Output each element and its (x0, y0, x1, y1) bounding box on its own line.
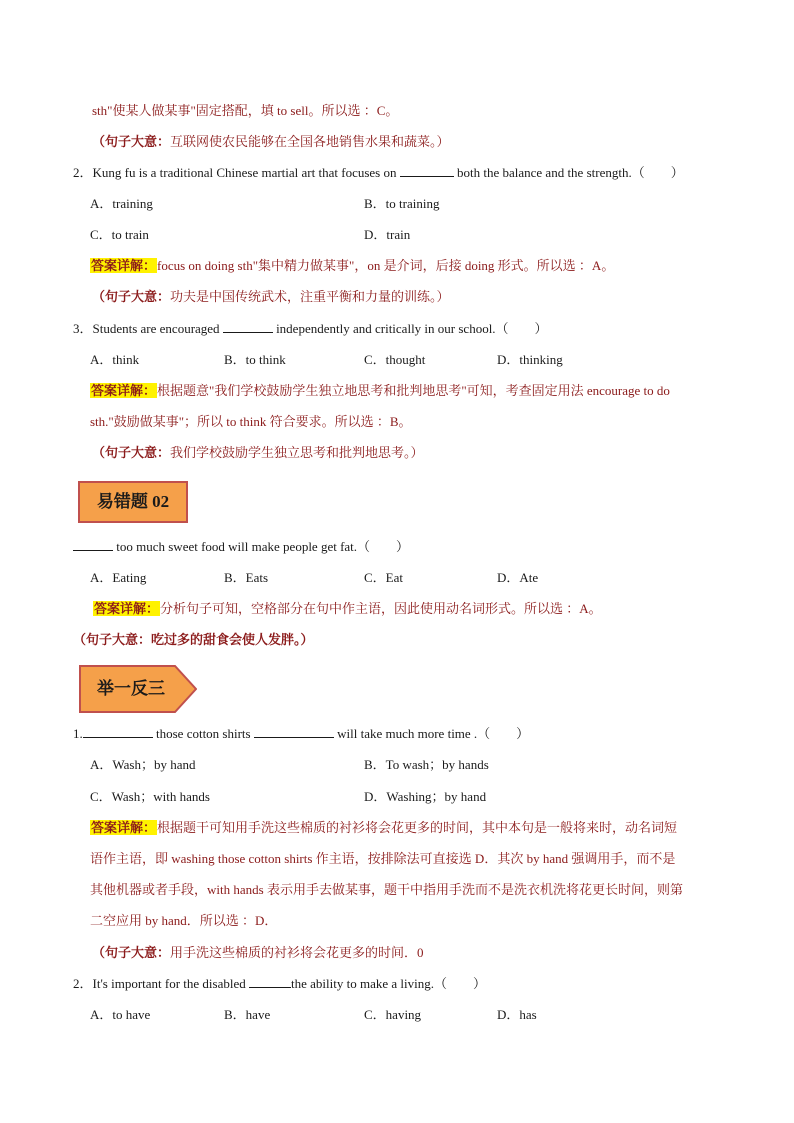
section-badge-label: 举一反三 (97, 679, 165, 698)
meaning-text: 互联网使农民能够在全国各地销售水果和蔬菜。） (170, 134, 450, 149)
q3-option-d: D．thinking (497, 352, 563, 367)
q2-meaning: （句子大意：功夫是中国传统武术，注重平衡和力量的训练。） (92, 289, 450, 304)
e1-meaning: （句子大意：吃过多的甜食会使人发胖。） (73, 632, 314, 647)
practice-question-1-stem: 1. those cotton shirts will take much more time .（ ） (73, 726, 530, 741)
p1-option-d: D．Washing；by hand (364, 789, 487, 804)
answer-blank-2 (254, 725, 334, 738)
p1-answer-line-1: 答案详解：根据题干可知用手洗这些棉质的衬衫将会花更多的时间，其中本句是一般将来时，动名词短 (91, 820, 678, 835)
p2-option-a: A．to have (90, 1007, 151, 1022)
practice-question-2-stem: 2．It's important for the disabled the ability to make a living.（ ） (73, 976, 486, 991)
q3-option-b: B．to think (224, 352, 286, 367)
p1-answer-line-2: 语作主语，即 washing those cotton shirts 作主语，按排除法可直接选 D．其次 by hand 强调用手，而不是 (90, 851, 676, 866)
e1-option-a: A．Eating (90, 570, 147, 585)
p2-option-b: B．have (224, 1007, 271, 1022)
question-3-stem: 3．Students are encouraged independently and critically in our school.（ ） (73, 321, 548, 336)
p2-option-c: C．having (364, 1007, 422, 1022)
meaning-label: （句子大意： (92, 134, 171, 149)
q3-option-c: C．thought (364, 352, 426, 367)
answer-label: 答案详解： (94, 601, 160, 616)
error-question-stem: too much sweet food will make people get fat.（ ） (73, 538, 409, 556)
p1-option-a: A．Wash；by hand (90, 757, 196, 772)
answer-blank (73, 538, 113, 551)
q3-answer-line-2: sth."鼓励做某事"；所以 to think 符合要求。所以选 ：B。 (90, 414, 412, 429)
q3-option-a: A．think (90, 352, 140, 367)
p1-answer-line-4: 二空应用 by hand．所以选 ：D． (90, 913, 278, 928)
p2-option-d: D．has (497, 1007, 537, 1022)
e1-option-b: B．Eats (224, 570, 269, 585)
q3-meaning: （句子大意：我们学校鼓励学生独立思考和批判地思考。） (92, 445, 424, 460)
p1-meaning: （句子大意：用手洗这些棉质的衬衫将会花更多的时间．0 (92, 945, 424, 960)
answer-label: 答案详解： (91, 258, 157, 273)
q2-option-b: B．to training (364, 196, 440, 211)
answer-blank (249, 975, 291, 988)
q2-option-d: D．train (364, 227, 411, 242)
p1-option-b: B．To wash；by hands (364, 757, 489, 772)
e1-answer: 答案详解：分析句子可知，空格部分在句中作主语，因此使用动名词形式。所以选 ：A。 (94, 601, 602, 616)
section-badge-practice (79, 665, 197, 713)
q2-option-c: C．to train (90, 227, 149, 242)
q2-answer: 答案详解：focus on doing sth"集中精力做某事"，on 是介词，后接 doing 形式。所以选 ：A。 (91, 258, 615, 273)
answer-blank (223, 320, 273, 333)
q2-option-a: A．training (90, 196, 153, 211)
section-badge-error-prone: 易错题 02 (78, 481, 188, 523)
answer-continuation: sth"使某人做某事"固定搭配，填 to sell。所以选 ：C。 (92, 103, 399, 118)
p1-option-c: C．Wash；with hands (90, 789, 210, 804)
sentence-meaning (92, 133, 450, 151)
e1-option-d: D．Ate (497, 570, 539, 585)
answer-blank (400, 164, 454, 177)
e1-option-c: C．Eat (364, 570, 403, 585)
answer-label: 答案详解： (91, 383, 157, 398)
q3-answer-line-1: 答案详解：根据题意"我们学校鼓励学生独立地思考和批判地思考"可知，考查固定用法 encourage to do (91, 383, 670, 398)
answer-blank-1 (83, 725, 153, 738)
question-2-stem: 2．Kung fu is a traditional Chinese martial art that focuses on both the balance and the strength.（ ） (73, 165, 684, 180)
answer-label: 答案详解： (91, 820, 157, 835)
p1-answer-line-3: 其他机器或者手段，with hands 表示用手去做某事，题干中指用手洗而不是洗衣机洗将花更长时间，则第 (90, 882, 683, 897)
